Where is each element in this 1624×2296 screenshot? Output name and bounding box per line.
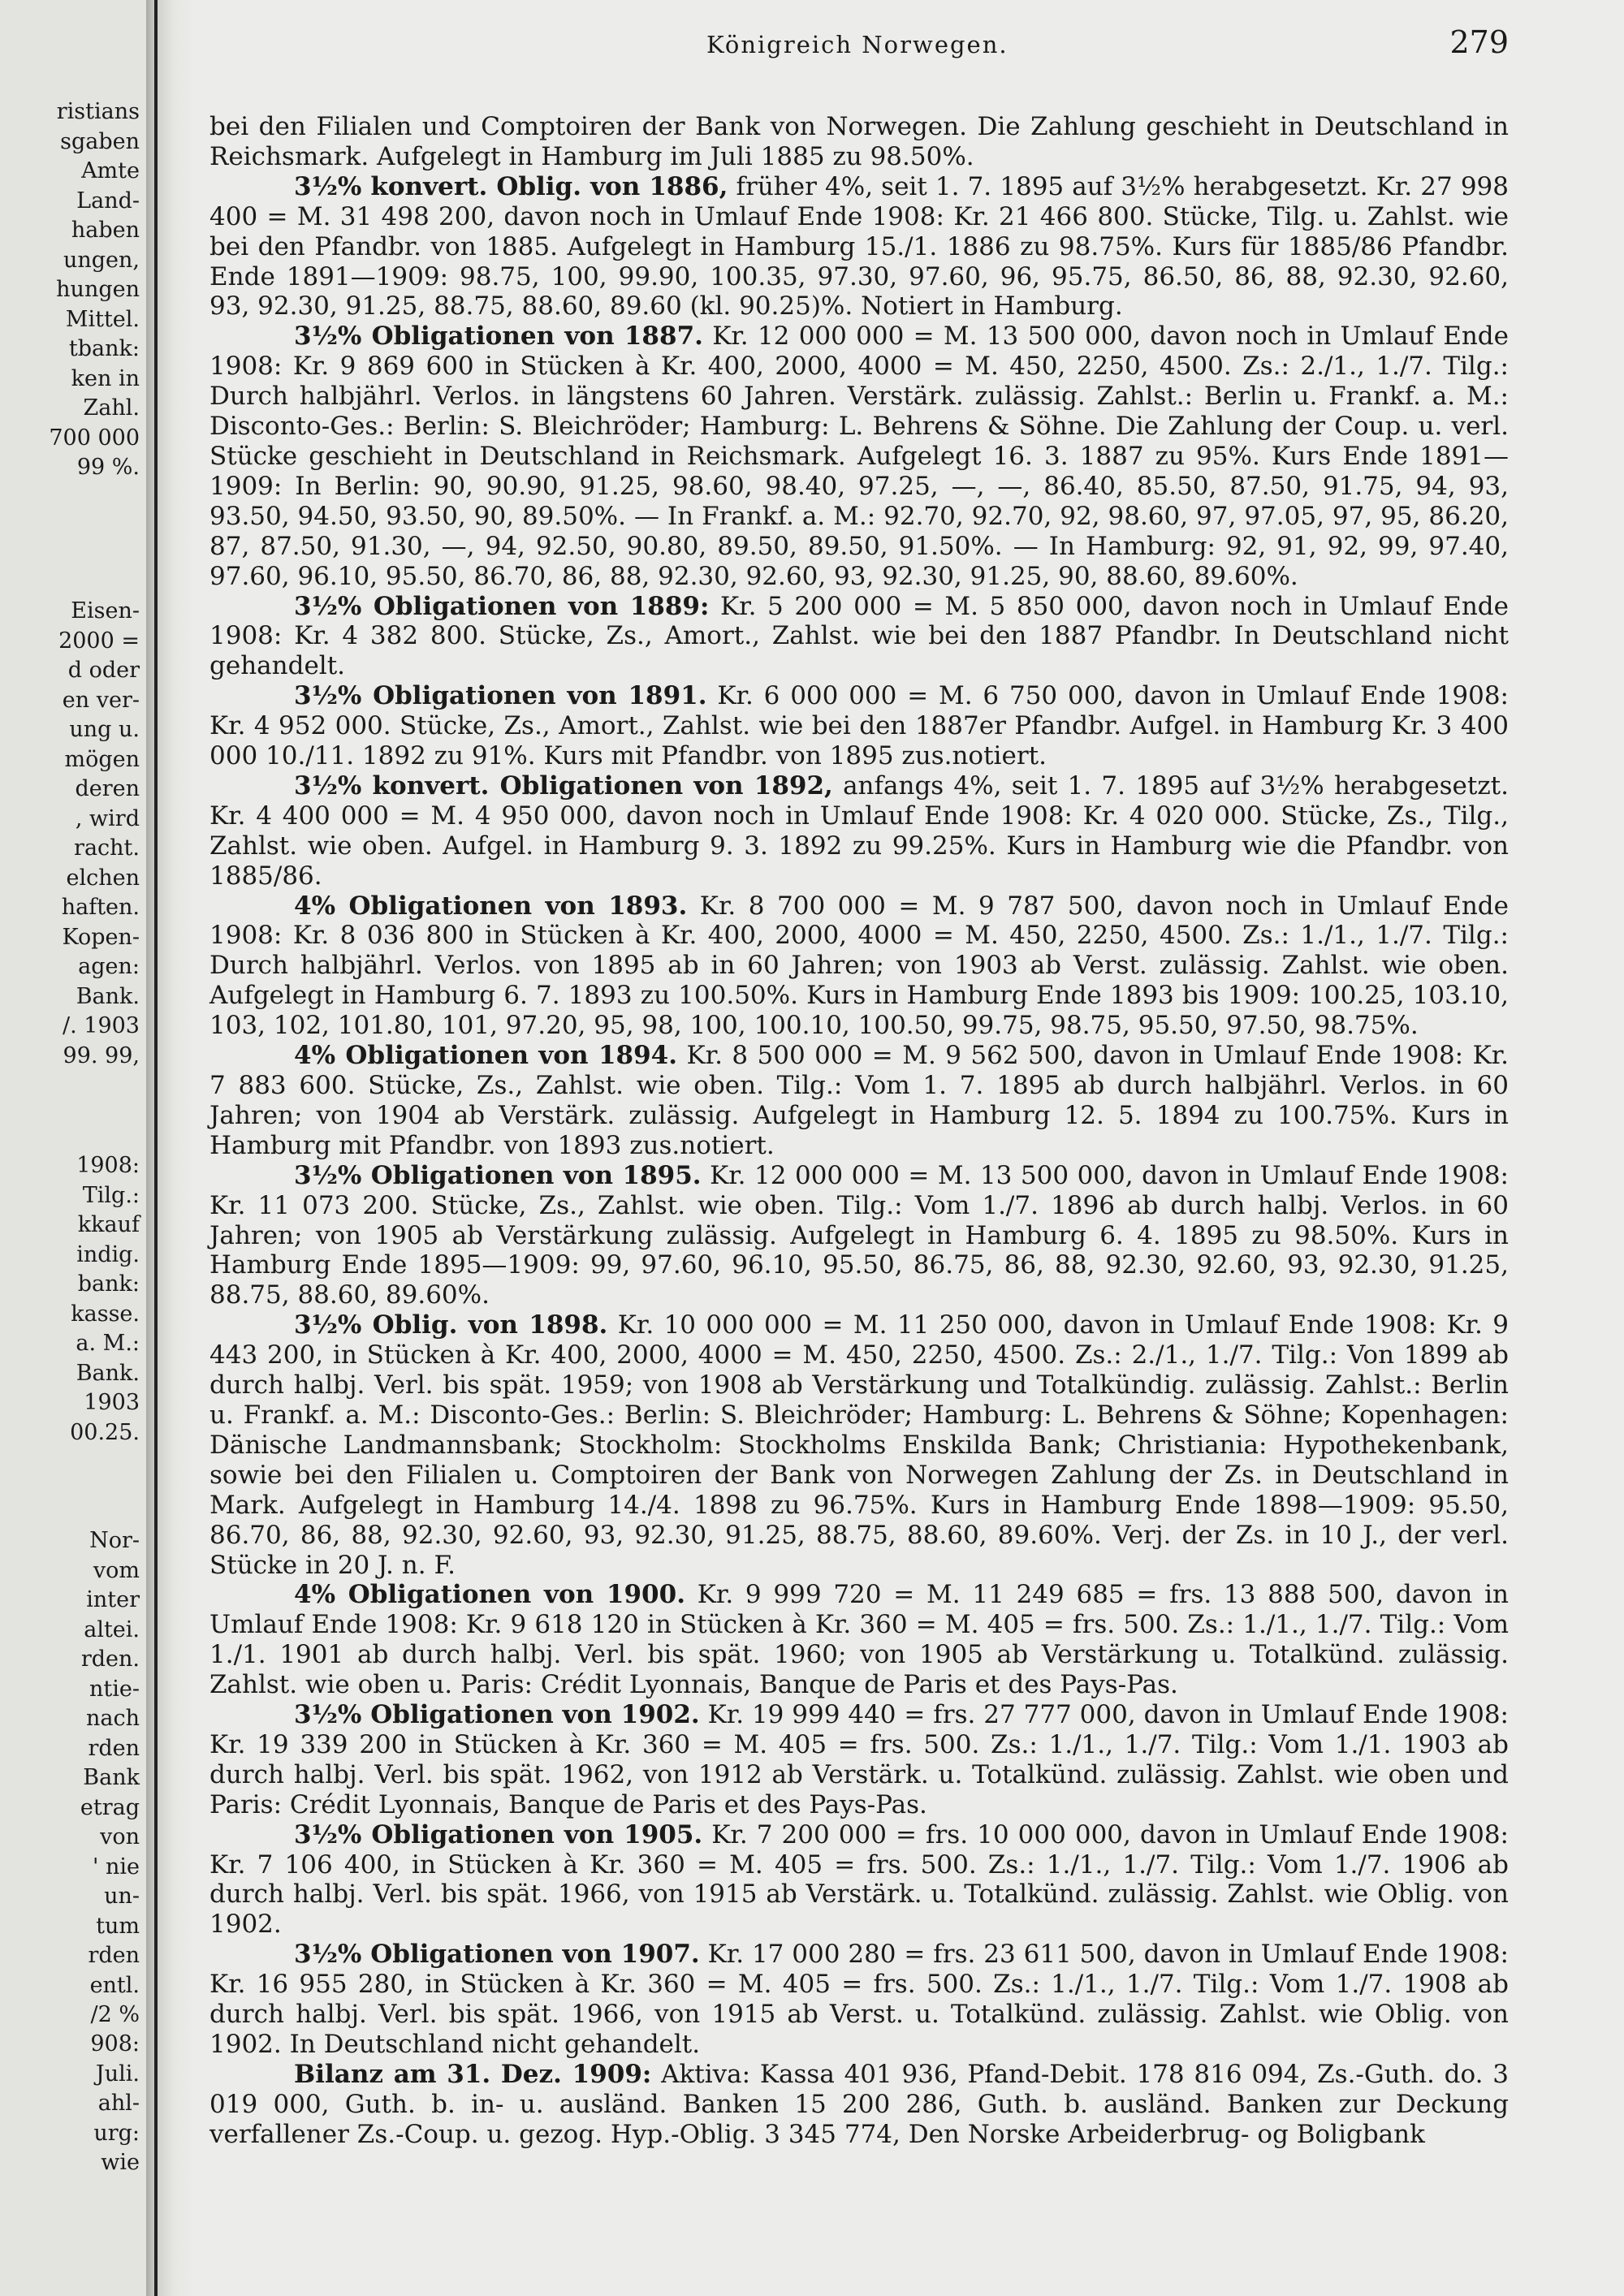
entry-oblig-1886 — [209, 172, 1509, 322]
entry-heading: 3½% Oblig. von 1898. — [294, 1310, 608, 1340]
margin-fragment: ken in — [71, 365, 140, 391]
margin-fragment: altei. — [84, 1616, 140, 1642]
margin-fragment: 99 %. — [76, 455, 140, 480]
entry-heading: 3½% Obligationen von 1907. — [294, 1940, 700, 1970]
entry-text: Kr. 8 700 000 = M. 9 787 500, davon noch in Umlauf Ende 1908: Kr. 8 036 800 in Stücken à Kr. 400, 2000, 4000 = M. 450, 2250, 4500. Zs.: 1./1., 1./7. Tilg.: Durch halbjährl. Verlos. von 1895 ab in 60 Jahren; von 1903 ab Verst. zulässig. Zahlst. wie oben. Aufgelegt in Hamburg 6. 7. 1893 zu 100.50%. Kurs in Hamburg Ende 1893 bis 1909: 100.25, 103.10, 103, 102, 101.80, 101, 97.20, 95, 98, 100, 100.10, 100.50, 99.75, 98.75, 95.50, 97.50, 98.75%. — [209, 891, 1509, 1041]
entry-text: anfangs 4%, seit 1. 7. 1895 auf 3½% herabgesetzt. Kr. 4 400 000 = M. 4 950 000, davon noch in Umlauf Ende 1908: Kr. 4 020 000. Stücke, Zs., Tilg., Zahlst. wie oben. Aufgel. in Hamburg 9. 3. 1892 zu 99.25%. Kurs in Hamburg wie die Pfandbr. von 1885/86. — [209, 770, 1509, 891]
margin-fragment: von — [100, 1824, 140, 1849]
margin-fragment: tbank: — [68, 336, 140, 361]
margin-fragment: 2000 = — [58, 628, 140, 654]
entry-text: früher 4%, seit 1. 7. 1895 auf 3½% herabgesetzt. Kr. 27 998 400 = M. 31 498 200, davon noch in Umlauf Ende 1908: Kr. 21 466 800. Stücke, Tilg. u. Zahlst. wie bei den Pfandbr. von 1885. Aufgelegt in Hamburg 15./1. 1886 zu 98.75%. Kurs für 1885/86 Pfandbr. Ende 1891—1909: 98.75, 100, 99.90, 100.35, 97.30, 97.60, 96, 95.75, 86.50, 86, 88, 92.30, 92.60, 93, 92.30, 91.25, 88.75, 88.60, 89.60 (kl. 90.25)%. Notiert in Hamburg. — [209, 171, 1509, 322]
margin-fragment: sgaben — [60, 128, 140, 154]
margin-fragment: Mittel. — [65, 306, 140, 332]
margin-fragment: rden. — [80, 1646, 140, 1672]
margin-fragment: a. M.: — [76, 1331, 140, 1356]
entry-oblig-1907 — [209, 1940, 1509, 2060]
margin-fragment: un- — [104, 1884, 140, 1909]
entry-text: Kr. 10 000 000 = M. 11 250 000, davon in Umlauf Ende 1908: Kr. 9 443 200, in Stücken à Kr. 400, 2000, 4000 = M. 450, 2250, 4500. Zs.: 2./1., 1./7. Tilg.: Von 1899 ab durch halbj. Verl. bis spät. 1959; von 1908 ab Verstärkung und Totalkündig. zulässig. Zahlst.: Berlin u. Frankf. a. M.: Disconto-Ges.: Berlin: S. Bleichröder; Hamburg: L. Behrens & Söhne; Kopenhagen: Dänische Landmannsbank; Stockholm: Stockholms Enskilda Bank; Christiania: Hypothekenbank, sowie bei den Filialen u. Comptoiren der Bank von Norwegen Zahlung der Zs. in Deutschland in Mark. Aufgelegt in Hamburg 14./4. 1898 zu 96.75%. Kurs in Hamburg Ende 1898—1909: 95.50, 86.70, 86, 88, 92.30, 92.60, 93, 92.30, 91.25, 88.75, 88.60, 89.60%. Verj. der Zs. in 10 J., der verl. Stücke in 20 J. n. F. — [209, 1310, 1509, 1580]
margin-fragment: vom — [93, 1557, 140, 1583]
column-rule — [154, 0, 158, 2296]
margin-fragment: ung u. — [69, 717, 140, 742]
entry-heading: 3½% Obligationen von 1902. — [294, 1700, 700, 1730]
entry-oblig-1902 — [209, 1700, 1509, 1820]
margin-fragment: kasse. — [71, 1301, 140, 1327]
margin-fragment: Bank — [83, 1765, 140, 1790]
margin-fragment: en ver- — [62, 687, 140, 713]
entry-heading: 4% Obligationen von 1893. — [294, 891, 688, 921]
margin-fragment: Land- — [76, 188, 140, 214]
margin-fragment: ahl- — [97, 2091, 140, 2116]
entry-oblig-1898 — [209, 1310, 1509, 1580]
margin-fragment: 00.25. — [70, 1419, 140, 1445]
entry-heading: 3½% Obligationen von 1905. — [294, 1819, 703, 1849]
margin-fragment: d oder — [67, 658, 140, 683]
margin-fragment: agen: — [78, 954, 140, 979]
margin-fragment: indig. — [76, 1241, 140, 1267]
entry-text: Kr. 12 000 000 = M. 13 500 000, davon in Umlauf Ende 1908: Kr. 11 073 200. Stücke, Zs., Zahlst. wie oben. Tilg.: Vom 1./7. 1896 ab durch halbj. Verlos. in 60 Jahren; von 1905 ab Verstärkung zulässig. Aufgelegt in Hamburg 6. 4. 1895 zu 98.50%. Kurs in Hamburg Ende 1895—1909: 99, 97.60, 96.10, 95.50, 86.75, 86, 88, 92.30, 92.60, 93, 92.30, 91.25, 88.75, 88.60, 89.60%. — [209, 1160, 1509, 1310]
margin-fragment: ristians — [56, 99, 140, 124]
margin-fragment: ' nie — [92, 1854, 140, 1880]
margin-fragment: mögen — [64, 746, 140, 772]
margin-fragment: Amte — [81, 158, 140, 183]
margin-fragment: inter — [86, 1587, 140, 1612]
entry-oblig-1895 — [209, 1161, 1509, 1311]
entry-oblig-1894 — [209, 1041, 1509, 1161]
entry-oblig-1900 — [209, 1580, 1509, 1700]
margin-fragment: elchen — [66, 865, 140, 891]
margin-fragment: ungen, — [63, 247, 140, 273]
margin-fragment: 908: — [90, 2031, 140, 2056]
margin-fragment: haften. — [61, 895, 140, 920]
margin-fragment: Tilg.: — [82, 1182, 140, 1208]
entry-heading: 3½% Obligationen von 1889: — [294, 591, 710, 621]
margin-fragment: Eisen- — [71, 598, 140, 624]
margin-fragment: etrag — [80, 1794, 140, 1820]
entry-oblig-1893 — [209, 891, 1509, 1042]
entry-oblig-1892 — [209, 771, 1509, 891]
entry-oblig-1887 — [209, 322, 1509, 591]
margin-fragment: Juli. — [95, 2061, 140, 2087]
entry-text: bei den Filialen und Comptoiren der Bank von Norwegen. Die Zahlung geschieht in Deutschland in Reichsmark. Aufgelegt in Hamburg im Juli 1885 zu 98.50%. — [209, 112, 1509, 171]
margin-fragment: Kopen- — [62, 924, 140, 950]
entry-bilanz-1909 — [209, 2060, 1509, 2150]
margin-fragment: rden — [88, 1735, 140, 1761]
entry-continuation — [209, 112, 1509, 172]
margin-fragment: hungen — [56, 277, 140, 302]
margin-fragment: haben — [71, 218, 140, 243]
margin-fragment: Nor- — [89, 1528, 140, 1553]
page-header — [209, 24, 1509, 73]
entry-heading: 4% Obligationen von 1900. — [294, 1580, 685, 1610]
margin-fragment: /. 1903 — [63, 1013, 140, 1038]
margin-fragment: 700 000 — [49, 425, 140, 451]
page-body — [209, 112, 1509, 2150]
margin-fragment: wie — [101, 2150, 140, 2175]
margin-fragment: tum — [96, 1913, 140, 1939]
entry-heading: 4% Obligationen von 1894. — [294, 1041, 678, 1071]
entry-heading: 3½% Obligationen von 1887. — [294, 322, 703, 352]
margin-fragment: /2 % — [90, 2002, 140, 2027]
entry-text: Kr. 8 500 000 = M. 9 562 500, davon in Umlauf Ende 1908: Kr. 7 883 600. Stücke, Zs., Zahlst. wie oben. Tilg.: Vom 1. 7. 1895 ab durch halbjährl. Verlos. in 60 Jahren; von 1904 ab Verstärk. zulässig. Aufgelegt in Hamburg 12. 5. 1894 zu 100.75%. Kurs in Hamburg mit Pfandbr. von 1893 zus.notiert. — [209, 1041, 1509, 1160]
entry-heading: 3½% Obligationen von 1891. — [294, 681, 707, 711]
margin-fragment: urg: — [93, 2120, 140, 2146]
entry-oblig-1891 — [209, 681, 1509, 771]
entry-oblig-1889 — [209, 592, 1509, 682]
entry-heading: 3½% konvert. Oblig. von 1886, — [294, 171, 728, 201]
margin-fragment: kkauf — [77, 1212, 140, 1237]
margin-fragment: racht. — [74, 835, 140, 861]
previous-page-margin — [0, 0, 146, 2296]
entry-text: Kr. 12 000 000 = M. 13 500 000, davon noch in Umlauf Ende 1908: Kr. 9 869 600 in Stücken à Kr. 400, 2000, 4000 = M. 450, 2250, 4500. Zs.: 2./1., 1./7. Tilg.: Durch halbjährl. Verlos. in längstens 60 Jahren. Verstärk. zulässig. Zahlst.: Berlin u. Frankf. a. M.: Disconto-Ges.: Berlin: S. Bleichröder; Hamburg: L. Behrens & Söhne. Die Zahlung der Coup. u. verl. Stücke geschieht in Deutschland in Reichsmark. Aufgelegt 16. 3. 1887 zu 95%. Kurs Ende 1891—1909: In Berlin: 90, 90.90, 91.25, 98.60, 98.40, 97.25, —, —, 86.40, 85.50, 87.50, 91.75, 94, 93, 93.50, 94.50, 93.50, 90, 89.50%. — In Frankf. a. M.: 92.70, 92.70, 92, 98.60, 97, 97.05, 97, 95, 86.20, 87, 87.50, 91.30, —, 94, 92.50, 90.80, 89.50, 89.50, 91.50%. — In Hamburg: 92, 91, 92, 99, 97.40, 97.60, 96.10, 95.50, 86.70, 86, 88, 92.30, 92.60, 93, 92.30, 91.25, 90, 88.60, 89.60%. — [209, 322, 1509, 591]
margin-fragment: ntie- — [89, 1676, 140, 1702]
margin-fragment: entl. — [89, 1972, 140, 1998]
entry-text: Kr. 7 200 000 = frs. 10 000 000, davon in Umlauf Ende 1908: Kr. 7 106 400, in Stücken à Kr. 360 = M. 405 = frs. 500. Zs.: 1./1., 1./7. Tilg.: Vom 1./7. 1906 ab durch halbj. Verl. bis spät. 1966, von 1915 ab Verstärk. u. Totalkünd. zulässig. Zahlst. wie Oblig. von 1902. — [209, 1819, 1509, 1940]
entry-oblig-1905 — [209, 1820, 1509, 1940]
entry-text: Aktiva: Kassa 401 936, Pfand-Debit. 178 816 094, Zs.-Guth. do. 3 019 000, Guth. b. in- u. ausländ. Banken 15 200 286, Guth. b. ausländ. Banken zur Deckung verfallener Zs.-Coup. u. gezog. Hyp.-Oblig. 3 345 774, Den Norske Arbeiderbrug- og Boligbank — [209, 2059, 1509, 2149]
entry-text: Kr. 19 999 440 = frs. 27 777 000, davon in Umlauf Ende 1908: Kr. 19 339 200 in Stücken à Kr. 360 = M. 405 = frs. 500. Zs.: 1./1., 1./7. Tilg.: Vom 1./1. 1903 ab durch halbj. Verl. bis spät. 1962, von 1912 ab Verstärk. u. Totalkünd. zulässig. Zahlst. wie oben und Paris: Crédit Lyonnais, Banque de Paris et des Pays-Pas. — [209, 1700, 1509, 1819]
entry-heading: 3½% Obligationen von 1895. — [294, 1160, 702, 1190]
margin-fragment: Bank. — [76, 983, 140, 1009]
margin-fragment: 99. 99, — [63, 1042, 140, 1068]
margin-fragment: Zahl. — [83, 395, 140, 421]
entry-text: Kr. 6 000 000 = M. 6 750 000, davon in Umlauf Ende 1908: Kr. 4 952 000. Stücke, Zs., Amort., Zahlst. wie bei den 1887er Pfandbr. Aufgel. in Hamburg Kr. 3 400 000 10./11. 1892 zu 91%. Kurs mit Pfandbr. von 1895 zus.notiert. — [209, 681, 1509, 771]
margin-fragment: 1908: — [76, 1153, 140, 1178]
margin-fragment: , wird — [75, 805, 140, 831]
margin-fragment: bank: — [77, 1271, 140, 1297]
page-number: 279 — [1449, 24, 1509, 60]
book-gutter — [146, 0, 195, 2296]
margin-fragment: 1903 — [84, 1390, 140, 1415]
entry-heading: Bilanz am 31. Dez. 1909: — [294, 2059, 652, 2089]
entry-text: Kr. 17 000 280 = frs. 23 611 500, davon in Umlauf Ende 1908: Kr. 16 955 280, in Stücken à Kr. 360 = M. 405 = frs. 500. Zs.: 1./1., 1./7. Tilg.: Vom 1./7. 1908 ab durch halbj. Verl. bis spät. 1966, von 1915 ab Verst. u. Totalkünd. zulässig. Zahlst. wie Oblig. von 1902. In Deutschland nicht gehandelt. — [209, 1940, 1509, 2059]
entry-text: Kr. 5 200 000 = M. 5 850 000, davon noch in Umlauf Ende 1908: Kr. 4 382 800. Stücke, Zs., Amort., Zahlst. wie bei den 1887 Pfandbr. In Deutschland nicht gehandelt. — [209, 591, 1509, 681]
margin-fragment: deren — [75, 776, 140, 801]
running-head: Königreich Norwegen. — [706, 31, 1009, 58]
entry-heading: 3½% konvert. Obligationen von 1892, — [294, 770, 833, 801]
margin-fragment: nach — [86, 1706, 140, 1731]
margin-fragment: Bank. — [76, 1360, 140, 1386]
entry-text: Kr. 9 999 720 = M. 11 249 685 = frs. 13 888 500, davon in Umlauf Ende 1908: Kr. 9 618 120 in Stücken à Kr. 360 = M. 405 = frs. 500. Zs.: 1./1., 1./7. Tilg.: Vom 1./1. 1901 ab durch halbj. Verl. bis spät. 1960; von 1905 ab Verstärkung u. Totalkünd. zulässig. Zahlst. wie oben u. Paris: Crédit Lyonnais, Banque de Paris et des Pays-Pas. — [209, 1580, 1509, 1700]
margin-fragment: rden — [88, 1943, 140, 1968]
